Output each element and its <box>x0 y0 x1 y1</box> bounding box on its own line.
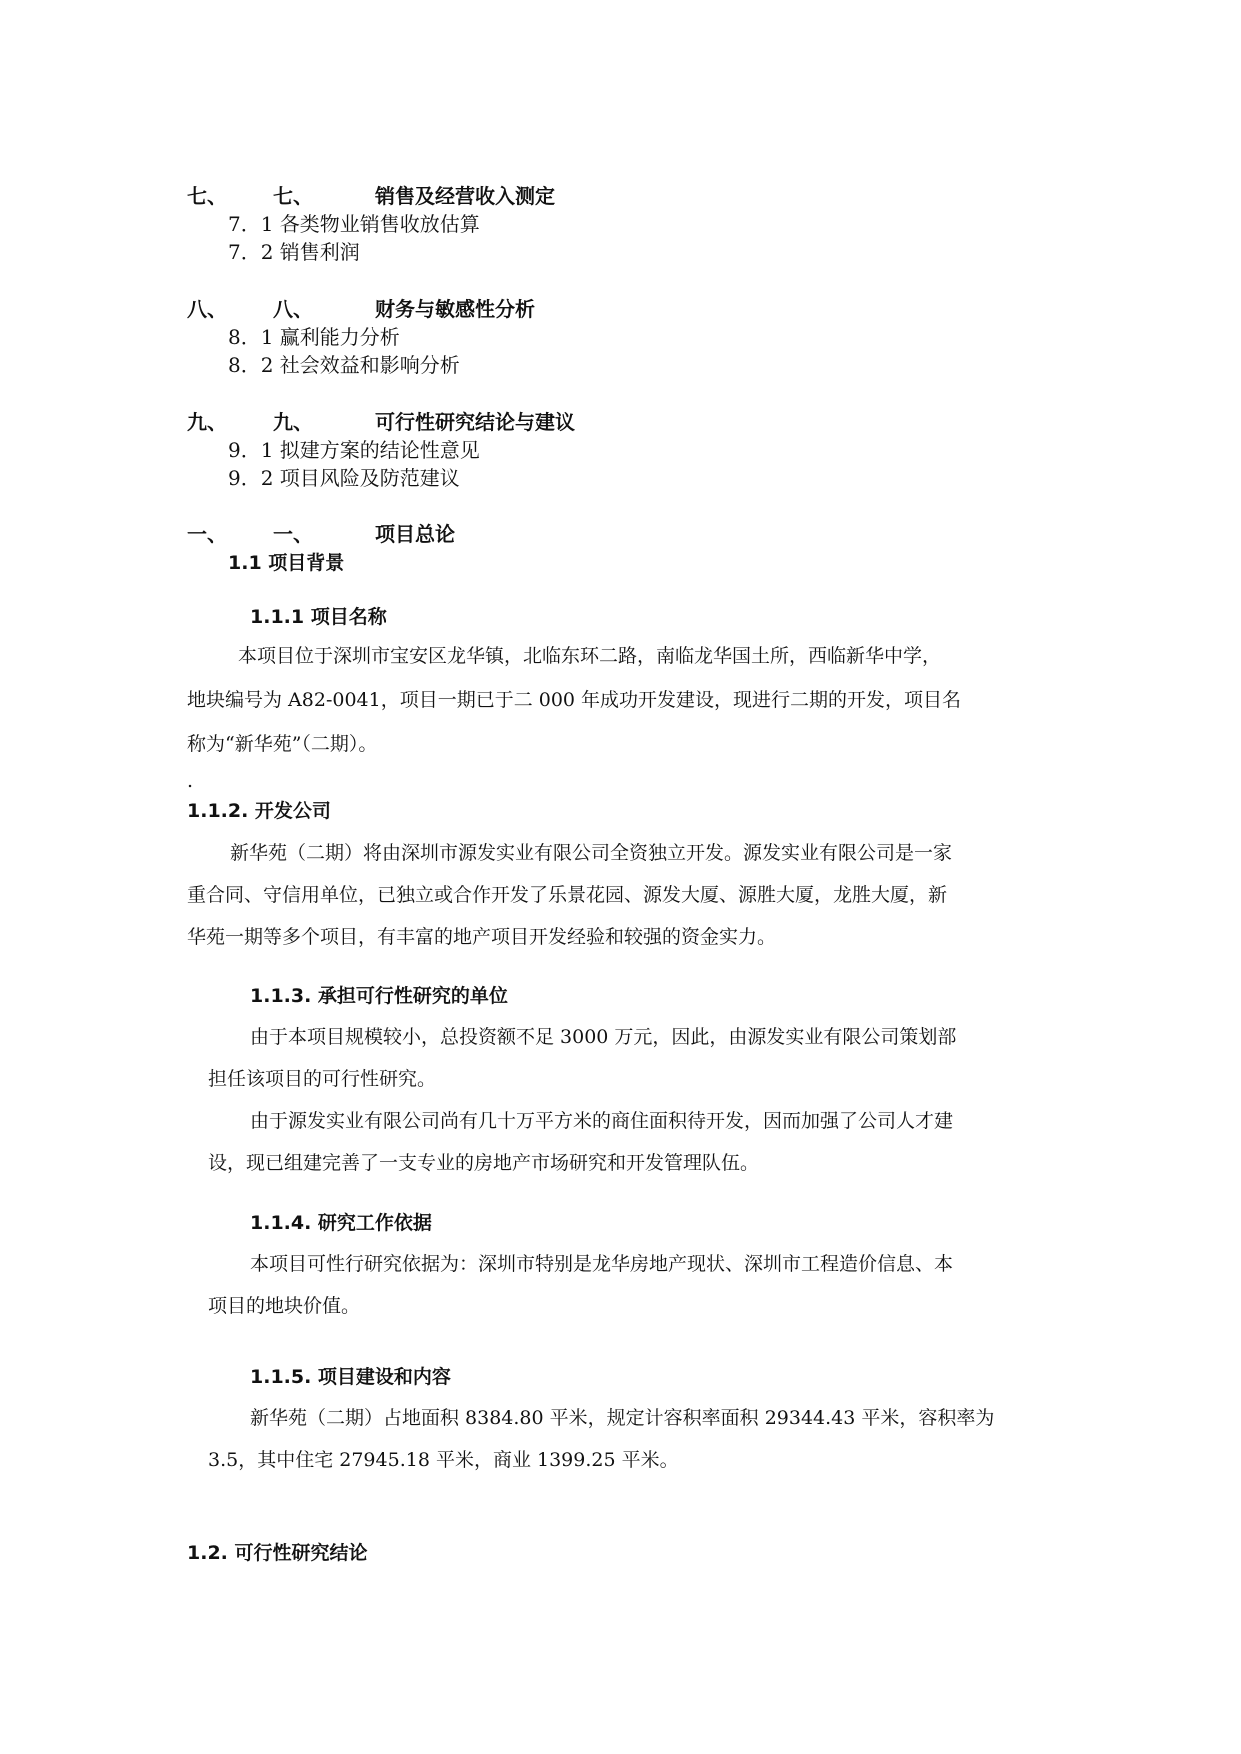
toc-number: 九、 <box>187 410 227 434</box>
paragraph-line: 地块编号为 A82-0041，项目一期已于二 000 年成功开发建设，现进行二期的开发，项目名 <box>187 689 962 711</box>
toc-subitem: 7．1 各类物业销售收放估算 <box>228 212 480 236</box>
toc-title: 销售及经营收入测定 <box>375 184 555 208</box>
toc-number: 一、 <box>273 522 313 546</box>
toc-subitem: 8．2 社会效益和影响分析 <box>228 353 460 377</box>
paragraph-line: 华苑一期等多个项目，有丰富的地产项目开发经验和较强的资金实力。 <box>187 926 777 948</box>
section-heading: 1.1.5. 项目建设和内容 <box>250 1366 451 1388</box>
paragraph-line: 重合同、守信用单位，已独立或合作开发了乐景花园、源发大厦、源胜大厦，龙胜大厦，新 <box>187 884 948 906</box>
toc-subitem: 9．2 项目风险及防范建议 <box>228 466 460 490</box>
toc-subitem: 1.1 项目背景 <box>228 552 345 574</box>
toc-subitem: 9．1 拟建方案的结论性意见 <box>228 438 480 462</box>
paragraph-line: 3.5，其中住宅 27945.18 平米，商业 1399.25 平米。 <box>208 1449 679 1471</box>
paragraph-line: 由于源发实业有限公司尚有几十万平方米的商住面积待开发，因而加强了公司人才建 <box>250 1110 954 1132</box>
paragraph-line: 新华苑（二期）占地面积 8384.80 平米，规定计容积率面积 29344.43 平米，容积率为 <box>250 1407 995 1429</box>
paragraph-line: 本项目可性行研究依据为：深圳市特别是龙华房地产现状、深圳市工程造价信息、本 <box>250 1253 954 1275</box>
paragraph-line: 称为“新华苑”（二期）。 <box>187 733 378 755</box>
toc-number: 一、 <box>187 522 227 546</box>
paragraph-line: 本项目位于深圳市宝安区龙华镇，北临东环二路，南临龙华国土所，西临新华中学， <box>238 645 942 667</box>
section-heading: 1.1.2. 开发公司 <box>187 800 331 822</box>
section-heading: 1.2. 可行性研究结论 <box>187 1542 368 1564</box>
paragraph-line: 由于本项目规模较小，总投资额不足 3000 万元，因此，由源发实业有限公司策划部 <box>250 1026 957 1048</box>
toc-number: 七、 <box>187 184 227 208</box>
paragraph-line: 担任该项目的可行性研究。 <box>208 1068 437 1090</box>
toc-number: 八、 <box>273 297 313 321</box>
stray-dot: . <box>187 770 194 792</box>
toc-title: 可行性研究结论与建议 <box>375 410 575 434</box>
paragraph-line: 设，现已组建完善了一支专业的房地产市场研究和开发管理队伍。 <box>208 1152 760 1174</box>
toc-number: 七、 <box>273 184 313 208</box>
section-heading: 1.1.1 项目名称 <box>250 606 387 628</box>
toc-title: 财务与敏感性分析 <box>375 297 535 321</box>
section-heading: 1.1.3. 承担可行性研究的单位 <box>250 985 508 1007</box>
toc-number: 九、 <box>273 410 313 434</box>
section-heading: 1.1.4. 研究工作依据 <box>250 1212 432 1234</box>
toc-title: 项目总论 <box>375 522 455 546</box>
toc-number: 八、 <box>187 297 227 321</box>
toc-subitem: 8．1 赢利能力分析 <box>228 325 400 349</box>
paragraph-line: 项目的地块价值。 <box>208 1295 361 1317</box>
paragraph-line: 新华苑（二期）将由深圳市源发实业有限公司全资独立开发。源发实业有限公司是一家 <box>230 842 953 864</box>
toc-subitem: 7．2 销售利润 <box>228 240 360 264</box>
